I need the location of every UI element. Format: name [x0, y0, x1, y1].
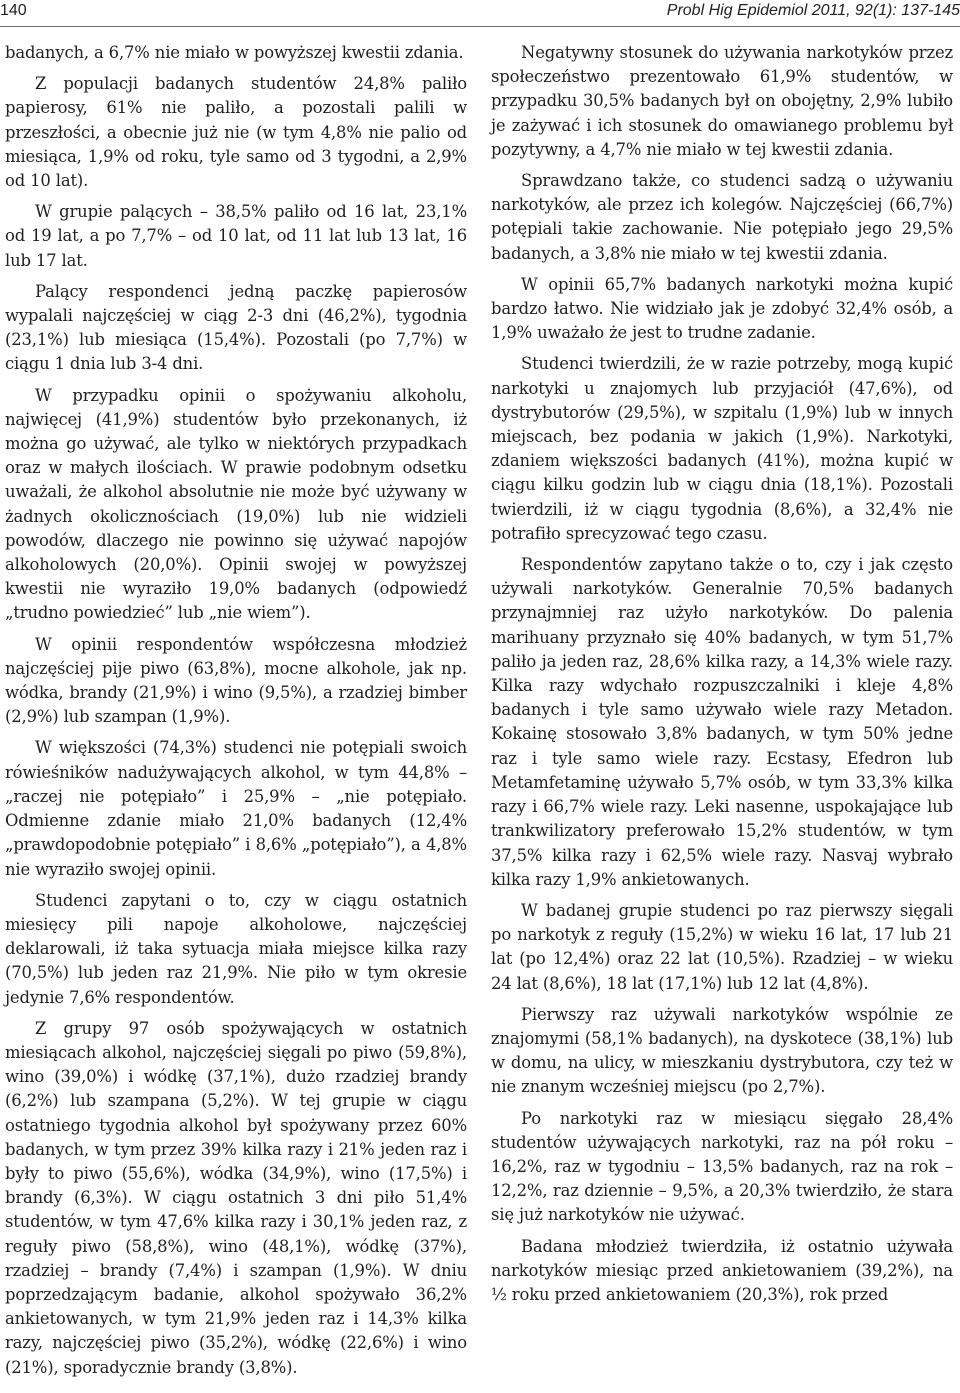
paragraph: Z populacji badanych studentów 24,8% paliło papierosy, 61% nie paliło, a pozostali palili w przeszłości, a obecnie już nie (w tym 4,8% nie palio od miesiąca, 1,9% od roku, tyle samo od 3 tygodni, a 2,9% od 10 lat). — [5, 74, 467, 191]
journal-citation: Probl Hig Epidemiol 2011, 92(1): 137-145 — [666, 2, 960, 19]
paragraph: W większości (74,3%) studenci nie potępiali swoich rówieśników nadużywających alkohol, w tym 44,8% – „raczej nie potępiało” i 25,9% – „nie potępiało. Odmienne zdanie miało 21,0% badanych (12,4% „prawdopodobnie potępiało” i 8,6% „potępiało”), a 4,8% nie wyraziło swojej opinii. — [5, 738, 467, 879]
page-number: 140 — [0, 2, 27, 19]
paragraph: Negatywny stosunek do używania narkotyków przez społeczeństwo prezentowało 61,9% studentów, w przypadku 30,5% badanych był on obojętny, 2,9% lubiło je zażywać i ich stosunek do omawianego problemu był pozytywny, a 4,7% nie miało w tej kwestii zdania. — [491, 43, 953, 159]
running-header — [0, 0, 960, 27]
paragraph: W opinii respondentów współczesna młodzież najczęściej pije piwo (63,8%), mocne alkohole, jak np. wódka, brandy (21,9%) i wino (9,5%), a rzadziej bimber (2,9%) lub szampan (1,9%). — [5, 634, 467, 727]
paragraph: Studenci zapytani o to, czy w ciągu ostatnich miesięcy pili napoje alkoholowe, najczęściej deklarowali, iż taka sytuacja miała miejsce kilka razy (70,5%) lub jeden raz 21,9%. Nie piło w tym okresie jedynie 7,6% respondentów. — [5, 890, 467, 1007]
paragraph: badanych, a 6,7% nie miało w powyższej kwestii zdania. — [5, 43, 464, 62]
paragraph: W badanej grupie studenci po raz pierwszy sięgali po narkotyk z reguły (15,2%) w wieku 16 lat, 17 lub 21 lat (po 12,4%) oraz 22 lat (10,5%). Rzadziej – w wieku 24 lat (8,6%), 18 lat (17,1%) lub 12 lat (4,8%). — [491, 900, 953, 993]
paragraph: W opinii 65,7% badanych narkotyki można kupić bardzo łatwo. Nie widziało jak je zdobyć 32,4% osób, a 1,9% uważało że jest to trudne zadanie. — [491, 274, 953, 343]
paragraph: Z grupy 97 osób spożywających w ostatnich miesiącach alkohol, najczęściej sięgali po piwo (59,8%), wino (39,0%) i wódkę (37,1%), dużo rzadziej brandy (6,2%) lub szampana (5,2%). W tej grupie w ciągu ostatniego tygodnia alkohol był spożywany przez 60% badanych, w tym przez 39% kilka razy i 21% jeden raz i były to piwo (55,6%), wódka (34,9%), wino (17,5%) i brandy (6,3%). W ciągu ostatnich 3 dni piło 51,4% studentów, w tym 47,6% kilka razy i 30,1% jeden raz, z reguły piwo (58,8%), wino (48,1%), wódkę (37%), rzadziej – brandy (7,4%) i szampan (1,9%). W dniu poprzedzającym badanie, alkohol spożywało 36,2% ankietowanych, w tym 21,9% jeden raz i 14,3% kilka razy, najczęściej piwo (35,2%), wódkę (22,6%) i wino (21%), sporadycznie brandy (3,8%). — [5, 1018, 467, 1377]
right-column — [491, 41, 953, 1314]
left-column — [5, 41, 467, 1387]
paragraph: Sprawdzano także, co studenci sadzą o używaniu narkotyków, ale przez ich kolegów. Najczęściej (66,7%) potępiali takie zachowanie. Nie potępiało jego 29,5% badanych, a 3,8% nie miało w tej kwestii zdania. — [491, 171, 953, 263]
paragraph: Po narkotyki raz w miesiącu sięgało 28,4% studentów używających narkotyki, raz na pół roku – 16,2%, raz w tygodniu – 13,5% badanych, raz na rok – 12,2%, raz dziennie – 9,5%, a 20,3% twierdziło, że stara się już narkotyków nie używać. — [491, 1108, 953, 1225]
paragraph: Studenci twierdzili, że w razie potrzeby, mogą kupić narkotyki u znajomych lub przyjaciół (47,6%), od dystrybutorów (29,5%), w szpitalu (1,9%) lub w innych miejscach, bez podania w jakich (1,9%). Narkotyki, zdaniem większości badanych (41%), można kupić w ciągu kilku godzin lub w ciągu dnia (18,1%). Pozostali twierdzili, iż w ciągu tygodnia (8,6%), a 32,4% nie potrafiło sprecyzować tego czasu. — [491, 354, 953, 543]
paragraph: Pierwszy raz używali narkotyków wspólnie ze znajomymi (58,1% badanych), na dyskotece (38,1%) lub w domu, na ulicy, w mieszkaniu dystrybutora, czy też w nie znanym wcześniej miejscu (po 2,7%). — [491, 1004, 953, 1097]
paragraph: W grupie palących – 38,5% paliło od 16 lat, 23,1% od 19 lat, a po 7,7% – od 10 lat, od 11 lat lub 13 lat, 16 lub 17 lat. — [5, 202, 467, 270]
paragraph: Badana młodzież twierdziła, iż ostatnio używała narkotyków miesiąc przed ankietowaniem (39,2%), na ½ roku przed ankietowaniem (20,3%), rok przed — [491, 1236, 953, 1304]
paragraph: Respondentów zapytano także o to, czy i jak często używali narkotyków. Generalnie 70,5% badanych przynajmniej raz użyło narkotyków. Do palenia marihuany przyznało się 40% badanych, w tym 51,7% paliło ja jeden raz, 28,6% kilka razy, a 14,3% wiele razy. Kilka razy wdychało rozpuszczalniki i kleje 4,8% badanych i tyle samo używało wiele razy Metadon. Kokainę stosowało 3,8% badanych, w tym 50% jedne raz i tyle samo wiele razy. Ecstasy, Efedron lub Metamfetaminę używało 5,7% osób, w tym 33,3% kilka razy i 66,7% wiele razy. Leki nasenne, uspokajające lub trankwilizatory preferowało 15,2% studentów, w tym 37,5% kilka razy i 62,5% wiele razy. Nasvaj wybrało kilka razy 1,9% ankietowanych. — [491, 555, 953, 889]
paragraph: W przypadku opinii o spożywaniu alkoholu, najwięcej (41,9%) studentów było przekonanych, iż można go używać, ale tylko w niektórych przypadkach oraz w małych ilościach. W prawie podobnym odsetku uważali, że alkohol absolutnie nie może być używany w żadnych okolicznościach (19,0%) lub nie widzieli powodów, dlaczego nie powinno się używać napojów alkoholowych (20,0%). Opinii swojej w powyższej kwestii nie wyraziło 19,0% badanych (odpowiedź „trudno powiedzieć” lub „nie wiem”). — [5, 385, 467, 623]
paragraph: Palący respondenci jedną paczkę papierosów wypalali najczęściej w ciąg 2-3 dni (46,2%), tygodnia (23,1%) lub miesiąca (15,4%). Pozostali (po 7,7%) w ciągu 1 dnia lub 3-4 dni. — [5, 281, 467, 374]
